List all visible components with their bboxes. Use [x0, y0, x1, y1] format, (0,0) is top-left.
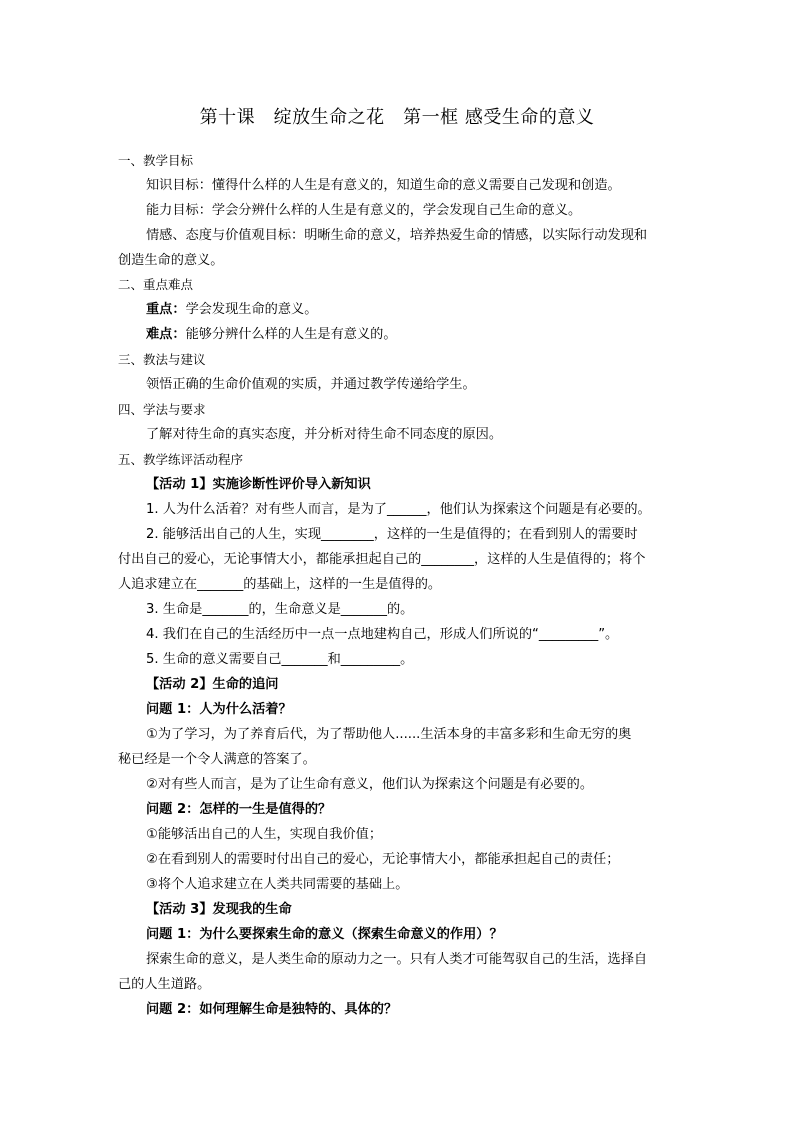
activity-2-answer-2-line-1: ①能够活出自己的人生，实现自我价值； — [146, 827, 383, 842]
activity-1-question-2-line-3: 人追求建立在_______的基础上，这样的一生是值得的。 — [118, 577, 442, 592]
section-heading-4: 四、学法与要求 — [118, 402, 206, 417]
activity-3-heading: 【活动 3】发现我的生命 — [146, 902, 292, 917]
page-title: 第十课 绽放生命之花 第一框 感受生命的意义 — [199, 107, 595, 128]
difficult-point-label: 难点： — [146, 327, 186, 342]
activity-1-question-2-line-1: 2. 能够活出自己的人生，实现________，这样的一生是值得的；在看到别人的需要时 — [146, 527, 638, 542]
section-heading-5: 五、教学练评活动程序 — [118, 452, 244, 467]
activity-3-answer-1-line-2: 己的人生道路。 — [118, 977, 211, 992]
activity-2-problem-1: 问题 1：人为什么活着？ — [146, 702, 292, 717]
activity-3-problem-1: 问题 1：为什么要探索生命的意义（探索生命意义的作用）？ — [146, 927, 503, 942]
difficult-point-text: 能够分辨什么样的人生是有意义的。 — [185, 327, 397, 342]
activity-2-problem-2: 问题 2：怎样的一生是值得的？ — [146, 802, 332, 817]
activity-2-answer-2-line-2: ②在看到别人的需要时付出自己的爱心，无论事情大小，都能承担起自己的责任； — [146, 852, 620, 867]
section-heading-1: 一、教学目标 — [118, 153, 194, 168]
activity-2-answer-1-line-3: ②对有些人而言，是为了让生命有意义，他们认为探索这个问题是有必要的。 — [146, 777, 594, 792]
key-point-text: 学会发现生命的意义。 — [185, 302, 318, 317]
section-heading-3: 三、教法与建议 — [118, 352, 206, 367]
activity-1-question-5: 5. 生命的意义需要自己_______和_________。 — [146, 652, 414, 667]
emotion-goal-line-1: 情感、态度与价值观目标：明晰生命的意义，培养热爱生命的情感，以实际行动发现和 — [146, 228, 648, 243]
activity-1-question-4: 4. 我们在自己的生活经历中一点一点地建构自己，形成人们所说的“_________”。 — [146, 627, 619, 642]
activity-2-answer-2-line-3: ③将个人追求建立在人类共同需要的基础上。 — [146, 877, 409, 892]
activity-2-heading: 【活动 2】生命的追问 — [146, 677, 279, 692]
activity-1-question-1: 1. 人为什么活着？对有些人而言，是为了______，他们认为探索这个问题是有必要的。 — [146, 502, 651, 517]
activity-3-answer-1-line-1: 探索生命的意义，是人类生命的原动力之一。只有人类才可能驾驭自己的生活，选择自 — [146, 952, 648, 967]
key-point — [146, 301, 678, 319]
knowledge-goal: 知识目标：懂得什么样的人生是有意义的，知道生命的意义需要自己发现和创造。 — [146, 178, 621, 193]
activity-1-question-2-line-2: 付出自己的爱心，无论事情大小，都能承担起自己的________，这样的人生是值得的；将个 — [118, 552, 646, 567]
difficult-point — [146, 326, 678, 344]
key-point-label: 重点： — [146, 302, 186, 317]
activity-1-question-3: 3. 生命是_______的，生命意义是_______的。 — [146, 602, 414, 617]
emotion-goal-line-2: 创造生命的意义。 — [118, 253, 224, 268]
method-text: 领悟正确的生命价值观的实质，并通过教学传递给学生。 — [146, 377, 476, 392]
activity-2-answer-1-line-2: 秘已经是一个令人满意的答案了。 — [118, 752, 316, 767]
section-heading-2: 二、重点难点 — [118, 277, 194, 292]
ability-goal: 能力目标：学会分辨什么样的人生是有意义的，学会发现自己生命的意义。 — [146, 203, 582, 218]
activity-2-answer-1-line-1: ①为了学习，为了养育后代，为了帮助他人......生活本身的丰富多彩和生命无穷的奥 — [146, 727, 632, 742]
activity-1-heading: 【活动 1】实施诊断性评价导入新知识 — [146, 477, 371, 492]
activity-3-problem-2: 问题 2：如何理解生命是独特的、具体的？ — [146, 1002, 398, 1017]
study-text: 了解对待生命的真实态度，并分析对待生命不同态度的原因。 — [146, 427, 503, 442]
